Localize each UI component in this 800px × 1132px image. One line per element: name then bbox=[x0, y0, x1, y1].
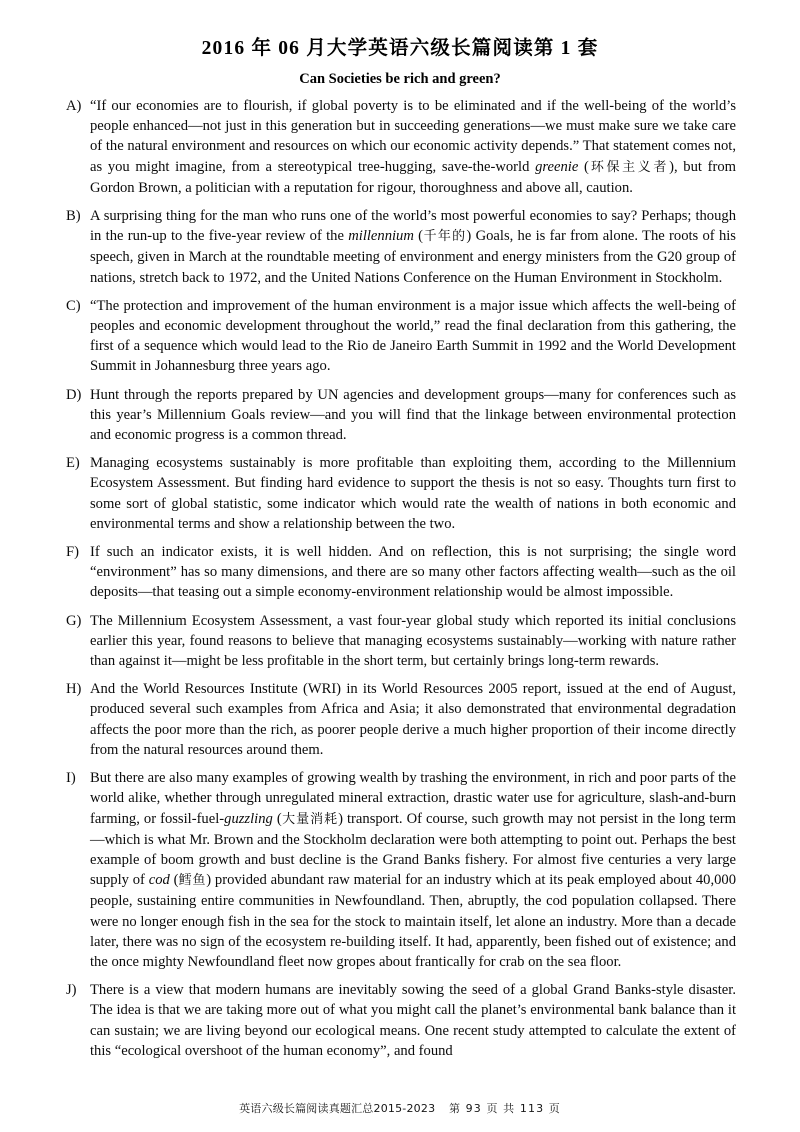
paragraph-label: B) bbox=[66, 208, 81, 225]
paragraph bbox=[66, 453, 736, 534]
paragraph-label: F) bbox=[66, 544, 79, 561]
paragraph-text: The Millennium Ecosystem Assessment, a vast four-year global study which reported its initial conclusions earlier this year, found reasons to believe that managing ecosystems sustainably—working with nature rather than against it—might be less profitable in the short term, but certainly brings long-term rewards. bbox=[90, 612, 736, 670]
paragraph-label: H) bbox=[66, 681, 82, 698]
paragraph-text: Hunt through the reports prepared by UN agencies and development groups—many for conferences such as this year’s Millennium Goals review—and you will find that the linkage between environmental protection and economic progress is a common thread. bbox=[90, 386, 736, 444]
paragraph-text: A surprising thing for the man who runs one of the world’s most powerful economies to say? Perhaps; though in the run-up to the five-year review of the millennium (千年的) Goals, he is far from alone. The roots of his speech, given in March at the roundtable meeting of environment and energy ministers from the G20 group of nations, stretch back to 1972, and the United Nations Conference on the Human Environment in Stockholm. bbox=[90, 208, 736, 286]
paragraph-text: If such an indicator exists, it is well hidden. And on reflection, this is not surprising; the single word “environment” has so many dimensions, and there are so many other factors affecting wealth—such as the oil deposits—that teasing out a simple economy-environment relationship would be almost impossible. bbox=[90, 544, 736, 601]
paragraph-label: J) bbox=[66, 982, 77, 999]
footer-page-info: 第 93 页 共 113 页 bbox=[448, 1102, 561, 1115]
paragraph-label: E) bbox=[66, 455, 80, 472]
paragraph bbox=[66, 679, 736, 760]
paragraph-text: And the World Resources Institute (WRI) in its World Resources 2005 report, issued at the end of August, produced several such examples from Africa and Asia; it also demonstrated that environmental degradation affects the poor more than the rich, as poorer people derive a much higher proportion of their income directly from the natural resources around them. bbox=[90, 681, 736, 758]
article-title: Can Societies be rich and green? bbox=[299, 71, 501, 88]
paragraph bbox=[66, 611, 736, 672]
paragraph-text: “If our economies are to flourish, if global poverty is to be eliminated and if the well-being of the world’s people enhanced—not just in this generation but in succeeding generations—we must make sure we take care of the natural environment and resources on which our economic activity depends.” That statement comes not, as you might imagine, from a stereotypical tree-hugging, save-the-world greenie (环保主义者), but from Gordon Brown, a politician with a reputation for rigour, thoroughness and above all, caution. bbox=[90, 98, 736, 196]
page-title: 2016 年 06 月大学英语六级长篇阅读第 1 套 bbox=[201, 38, 599, 59]
paragraph-label: D) bbox=[66, 386, 82, 403]
paragraph-label: G) bbox=[66, 612, 82, 629]
paragraph bbox=[66, 980, 736, 1061]
footer-source: 英语六级长篇阅读真题汇总2015-2023 bbox=[239, 1102, 436, 1115]
paragraph-text: But there are also many examples of growing wealth by trashing the environment, in rich and poor parts of the world alike, whether through unregulated mineral extraction, drastic water use for agriculture, slash-and-burn farming, or fossil-fuel-guzzling (大量消耗) transport. Of course, such growth may not persist in the long term—which is what Mr. Brown and the Stockholm declaration were both attempting to point out. Perhaps the best example of boom growth and bust decline is the Grand Banks fishery. For almost five centuries a very large supply of cod (鳕鱼) provided abundant raw material for an industry which at its peak employed about 40,000 people, sustaining entire communities in Newfoundland. Then, abruptly, the cod population collapsed. There were no longer enough fish in the sea for the stock to maintain itself, let alone an industry. More than a decade later, there was no sign of the ecosystem re-building itself. It had, apparently, been fished out of existence; and the once mighty Newfoundland fleet now gropes about frantically for crab on the sea floor. bbox=[90, 770, 736, 970]
paragraph bbox=[66, 385, 736, 446]
page-footer bbox=[0, 1100, 800, 1116]
paragraph bbox=[66, 206, 736, 288]
paragraph bbox=[66, 96, 736, 198]
paragraph-text: “The protection and improvement of the human environment is a major issue which affects the well-being of peoples and economic development throughout the world,” read the final declaration from this gathering, the first of a sequence which would lead to the Rio de Janeiro Earth Summit in 1992 and the World Development Summit in Johannesburg three years ago. bbox=[90, 297, 736, 375]
paragraph-label: C) bbox=[66, 297, 81, 314]
paragraph bbox=[66, 296, 736, 377]
paragraph-label: I) bbox=[66, 770, 76, 787]
paragraph bbox=[66, 768, 736, 972]
paragraph-label: A) bbox=[66, 98, 82, 114]
paragraph bbox=[66, 542, 736, 603]
paragraph-text: There is a view that modern humans are inevitably sowing the seed of a global Grand Banks-style disaster. The idea is that we are taking more out of what you might call the planet’s environmental bank balance than it can sustain; we are living beyond our ecological means. One recent study attempted to calculate the extent of this “ecological overshoot of the human economy”, and found bbox=[90, 982, 736, 1059]
article-body bbox=[66, 96, 736, 1069]
paragraph-text: Managing ecosystems sustainably is more profitable than exploiting them, according to the Millennium Ecosystem Assessment. But finding hard evidence to support the thesis is not so easy. Thoughts turn first to some sort of global statistic, some indicator which would rate the wealth of nations in both economic and environmental terms and show a relationship between the two. bbox=[90, 455, 736, 532]
